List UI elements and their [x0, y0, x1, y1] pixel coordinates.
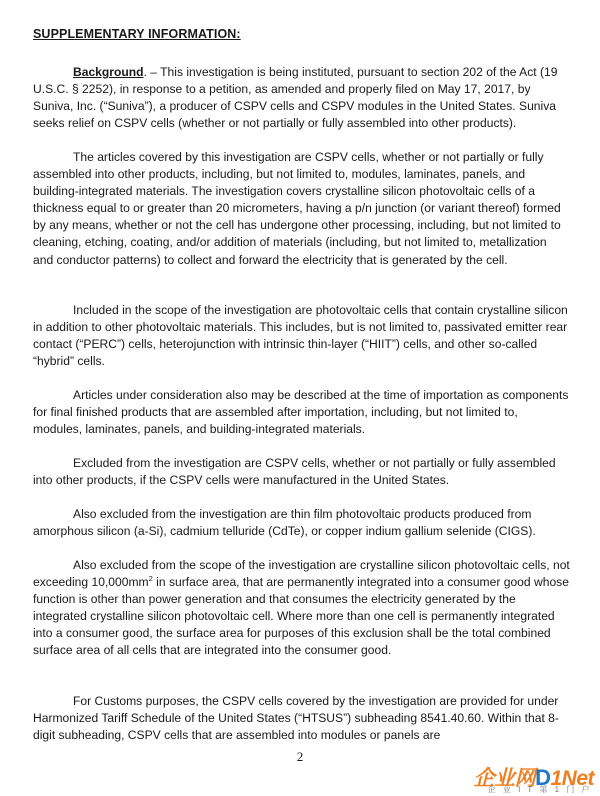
superscript: 2: [148, 574, 153, 584]
watermark-logo: [426, 762, 594, 794]
paragraph-text: Excluded from the investigation are CSPV cells, whether or not partially or fully assembled into other products, if the CSPV cells were manufactured in the United States.: [33, 456, 556, 488]
run-in-heading: Background: [73, 65, 144, 79]
paragraph-excluded-thin-film: [33, 506, 570, 540]
paragraph-customs: [33, 693, 570, 744]
page-number: 2: [296, 749, 304, 764]
paragraph-text: Also excluded from the scope of the investigation are crystalline silicon photovoltaic cells, not exceeding 10,000mm: [33, 558, 570, 590]
paragraph-covered-articles: [33, 149, 570, 269]
paragraph-text: in surface area, that are permanently integrated into a consumer good whose function is other than power generation and that consumes the electricity generated by the integrated crystalline silicon photovoltaic cell. Where more than one cell is permanently integrated into a consumer good, the surface area for purposes of this exclusion shall be the total combined surface area of all cells that are integrated into the consumer good.: [33, 575, 569, 658]
paragraph-text: Also excluded from the investigation are thin film photovoltaic products produced from amorphous silicon (a-Si), cadmium telluride (CdTe), or copper indium gallium selenide (CIGS).: [33, 507, 536, 539]
paragraph-background: [33, 64, 570, 132]
paragraph-excluded-us: [33, 455, 570, 489]
paragraph-text: Articles under consideration also may be described at the time of importation as components for final finished products that are assembled after importation, including, but not limited to, modules, laminates, panels, and building-integrated materials.: [33, 388, 569, 437]
paragraph-text: The articles covered by this investigation are CSPV cells, whether or not partially or fully assembled into other products, including, but not limited to, modules, laminates, panels, and building-integrated materials. The investigation covers crystalline silicon photovoltaic cells of a thickness equal to or greater than 20 micrometers, having a p/n junction (or variant thereof) formed by any means, whether or not the cell has undergone other processing, including, but not limited to cleaning, etching, coating, and/or addition of materials (including, but not limited to, metallization and conductor patterns) to collect and forward the electricity that is generated by the cell.: [33, 150, 561, 267]
paragraph-included-scope: [33, 302, 570, 370]
paragraph-text: Included in the scope of the investigation are photovoltaic cells that contain crystalline silicon in addition to other photovoltaic materials. This includes, but is not limited to, passivated emitter rear contact (“PERC”) cells, heterojunction with intrinsic thin-layer (“HIIT”) cells, and other so-called “hybrid” cells.: [33, 303, 568, 369]
watermark-tagline: 企 业 I T 第 1 门 户: [487, 785, 592, 794]
watermark-brand-d: D: [535, 765, 551, 790]
paragraph-text: For Customs purposes, the CSPV cells covered by the investigation are provided for under Harmonized Tariff Schedule of the United States (“HTSUS”) subheading 8541.40.60. Within that 8-digit subheading, CSPV cells that are assembled into modules or panels are: [33, 694, 559, 743]
paragraph-components: [33, 387, 570, 438]
watermark-brand-cn: 企业网: [473, 767, 536, 790]
section-heading: SUPPLEMENTARY INFORMATION:: [33, 27, 241, 41]
paragraph-excluded-consumer-goods: [33, 557, 570, 660]
paragraph-text: . – This investigation is being instituted, pursuant to section 202 of the Act (19 U.S.C. § 2252), in response to a petition, as amended and properly filed on May 17, 2017, by Suniva, Inc. (“Suniva”), a producer of CSPV cells and CSPV modules in the United States. Suniva seeks relief on CSPV cells (whether or not partially or fully assembled into other products).: [33, 65, 558, 131]
watermark-brand-rest: 1Net: [550, 767, 594, 790]
